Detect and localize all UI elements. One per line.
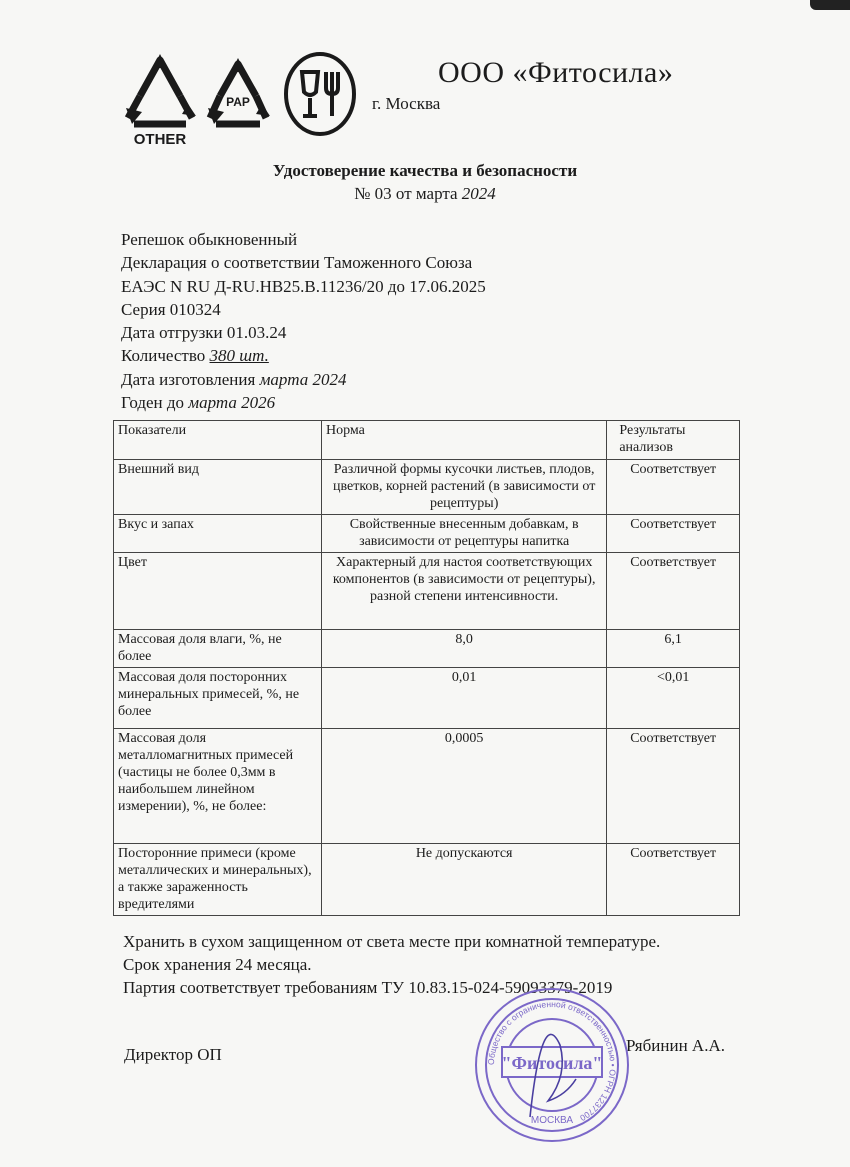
table-header-row	[114, 421, 740, 460]
table-row	[114, 844, 740, 916]
shelf-life-note: Срок хранения 24 месяца.	[123, 955, 312, 974]
table-row	[114, 630, 740, 668]
signatory-name: Рябинин А.А.	[626, 1036, 725, 1055]
signatory-position: Директор ОП	[124, 1045, 222, 1064]
norm-cell: 8,0	[321, 630, 606, 668]
table-row	[114, 515, 740, 553]
norm-cell: 0,01	[321, 668, 606, 729]
result-cell: Соответствует	[607, 553, 740, 630]
food-safe-glass-fork-icon	[286, 54, 354, 134]
header-logos	[120, 48, 360, 148]
pap-label: PAP	[226, 95, 250, 109]
header-indicator: Показатели	[114, 421, 322, 460]
indicator-cell: Массовая доля металломагнитных примесей (частицы не более 0,3мм в наибольшем линейном измерении), %, не более:	[114, 729, 322, 844]
quality-table	[113, 420, 740, 916]
norm-cell: 0,0005	[321, 729, 606, 844]
company-stamp	[472, 985, 632, 1145]
series: Серия 010324	[121, 299, 221, 319]
result-cell: Соответствует	[607, 844, 740, 916]
result-cell: 6,1	[607, 630, 740, 668]
declaration-line-2: ЕАЭС N RU Д-RU.НВ25.В.11236/20 до 17.06.2025	[121, 276, 486, 296]
norm-cell: Свойственные внесенным добавкам, в зависимости от рецептуры напитка	[321, 515, 606, 553]
norm-cell: Не допускаются	[321, 844, 606, 916]
product-name: Репешок обыкновенный	[121, 230, 298, 249]
result-cell: Соответствует	[607, 729, 740, 844]
other-label: OTHER	[133, 131, 187, 148]
stamp-ring-text: Общество с ограниченной ответственностью • ОГРН 1237700	[485, 998, 619, 1124]
result-cell: Соответствует	[607, 460, 740, 515]
table-row	[114, 460, 740, 515]
stamp-bottom-text: МОСКВА	[530, 1115, 574, 1126]
storage-note: Хранить в сухом защищенном от света месте при комнатной температуре.	[123, 932, 661, 951]
stamp-center-text: "Фитосила"	[501, 1053, 603, 1073]
document-number: № 03 от марта 2024	[354, 184, 496, 203]
norm-cell: Характерный для настоя соответствующих компонентов (в зависимости от рецептуры), разной степени интенсивности.	[321, 553, 606, 630]
shipment-date: Дата отгрузки 01.03.24	[121, 323, 287, 343]
recycle-other-icon	[126, 54, 196, 148]
indicator-cell: Вкус и запах	[114, 515, 322, 553]
header-norm: Норма	[321, 421, 606, 460]
table-row	[114, 553, 740, 630]
expiry-date: Годен до марта 2026	[121, 393, 276, 413]
company-city: г. Москва	[372, 94, 441, 113]
document-title: Удостоверение качества и безопасности	[272, 161, 578, 180]
compliance-note: Партия соответствует требованиям ТУ 10.83.15-024-59093379-2019	[123, 978, 613, 997]
quantity: Количество 380 шт.	[121, 346, 269, 366]
table-row	[114, 729, 740, 844]
company-name: ООО «Фитосила»	[438, 56, 674, 89]
norm-cell: Различной формы кусочки листьев, плодов, цветков, корней растений (в зависимости от рецептуры)	[321, 460, 606, 515]
indicator-cell: Цвет	[114, 553, 322, 630]
indicator-cell: Внешний вид	[114, 460, 322, 515]
result-cell: Соответствует	[607, 515, 740, 553]
table-row	[114, 668, 740, 729]
product-info	[121, 228, 486, 414]
header-result: Результаты анализов	[607, 421, 740, 460]
indicator-cell: Массовая доля посторонних минеральных примесей, %, не более	[114, 668, 322, 729]
declaration-line-1: Декларация о соответствии Таможенного Союза	[121, 253, 473, 273]
indicator-cell: Массовая доля влаги, %, не более	[114, 630, 322, 668]
recycle-pap-icon	[208, 58, 270, 124]
indicator-cell: Посторонние примеси (кроме металлических и минеральных), а также зараженность вредителями	[114, 844, 322, 916]
page-edge	[810, 0, 850, 10]
manufacture-date: Дата изготовления марта 2024	[121, 369, 347, 389]
result-cell: <0,01	[607, 668, 740, 729]
